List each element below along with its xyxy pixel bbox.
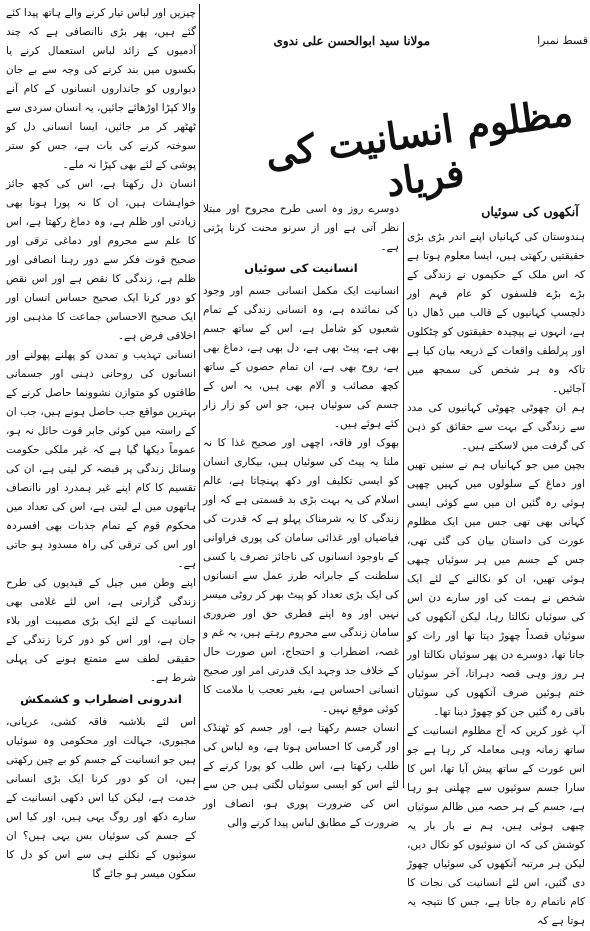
paragraph: بچپن میں جو کہانیاں ہم نے سنیں تھیں اور دماغ کے سلولوں میں کہیں چھپی ہوئی رہ گئیں ان میں سے کوئی ایسی کہانی بھی تھی جس میں ایک مظلوم عورت کی داستان بیان کی گئی تھی، جس کے جسم میں ہر سوئیاں چبھی ہوئی تھیں، ان کو نکالنے کے لئے ایک شخص نے ہمت کی اور سارے دن اس کی سوئیاں نکالتا رہا، لیکن آنکھوں کی سوئیاں قصداً چھوڑ دیتا تھا اور رات کو جاتا تھا، دوسرے دن پھر سوئیاں نکالتا اور ہر روز وہی قصہ دہراتا، آخر سوئیاں ختم ہوئیں صرف آنکھوں کی سوئیاں باقی رہ گئیں جن کو چھوڑ دینا تھا۔	[407, 459, 585, 718]
paragraph: آپ غور کریں کہ آج مظلوم انسانیت کے ساتھ زمانہ وہی معاملہ کر رہا ہے جو اس عورت کے ساتھ پیش آیا تھا، اس کا سارا جسم سوئیوں سے چھلنی ہو رہا ہے، جسم کے ہر حصہ میں ظالم سوئیاں چبھی ہوئی ہیں، ہم نے بار بار یہ کوشش کی کہ ان سوئیوں کو نکال دیں، لیکن ہر مرتبہ آنکھوں کی سوئیاں چھوڑ دی گئیں، اس لئے انسانیت کی نجات کا کام ناتمام رہ جاتا ہے، جس کا نتیجہ یہ ہوتا ہے کہ	[407, 725, 585, 927]
paragraph: اس لئے بلاشبہ فاقہ کشی، عریانی، مجبوری، جہالت اور محکومی وہ سوئیاں ہیں جو انسانیت کے جسم کو بے چین رکھتی ہیں، ان کو دور کرنا ایک بڑی انسانی خدمت ہے، لیکن کیا اس دکھی انسانیت کے سارے دکھ اور روگ یہی ہیں، اور کیا اس کے جسم کی سوئیاں بس یہی ہیں؟ ان سوئیوں کے نکلنے ہی سے اس کو دل کا سکون میسر ہو جائے گا	[6, 716, 196, 880]
paragraph: انسانی تہذیب و تمدن کو پھلنے پھولنے اور انسانوں کی روحانی ذہنی اور جسمانی طاقتوں کو متوازن نشوونما حاصل کرنے کے بہترین مواقع جب حاصل ہونے ہیں، جب ان کے راستہ میں کوئی جابر قوت حائل نہ ہو، عموماً دیکھا گیا ہے کہ غیر ملکی حکومت وسائل زندگی پر قبضہ کر لیتی ہے، ان کی تقسیم کا کام اپنے غیر ہمدرد اور ناانصاف ہاتھوں میں لے لیتی ہے، اس کی تعداد میں محکوم قوم کے تمام جذبات بھی افسردہ اور اس کی ترقی کی راہ مسدود ہو جاتی ہے۔	[6, 349, 196, 570]
paragraph: اپنے وطن میں جیل کے قیدیوں کی طرح زندگی گزارتی ہے، اس لئے غلامی بھی انسانیت کے لئے ایک بڑی مصیبت اور بلاء جان ہے، اور اس کو دور کرنا زندگی کے حقیقی لطف سے متمتع ہونے کی پہلی شرط ہے۔	[6, 577, 196, 684]
paragraph: چیزیں اور لباس تیار کرنے والے ہاتھ پیدا کئے گئے ہیں، پھر بڑی ناانصافی ہے کہ چند آدمیوں کے زائد لباس استعمال کرنے یا بکسوں میں بند کرنے کی وجہ سے بے جان دیواروں کو جانداروں انسانوں کے کام آنے والا کپڑا اوڑھائے جائیں، یہ انسان سردی سے ٹھٹھر کر مر جائیں، ایسا انسانی دل کو سوختہ کرنے کی بات ہے، جس کو ستر پوشی کے لئے بھی کپڑا نہ ملے۔	[6, 7, 196, 171]
section-heading-insaniyat: انسانیت کی سوئیاں	[244, 261, 358, 275]
paragraph: انسانیت ایک مکمل انسانی جسم اور وجود کی نمائندہ ہے، وہ انسانی زندگی کے تمام شعبوں کو شامل ہے، اس کے ساتھ جسم بھی ہے، پیٹ بھی ہے، دل بھی ہے، دماغ بھی ہے، روح بھی ہے، ان تمام حصوں کے ساتھ کچھ مصائب و آلام بھی ہیں، یہ اس کے جسم کی سوئیاں ہیں، جو اس کو زار زار کئے ہوئے ہیں۔	[203, 285, 399, 430]
article-column-right	[407, 228, 585, 927]
paragraph: ہم ان چھوٹی چھوٹی کہانیوں کی مدد سے زندگی کے بہت سے حقائق کو ذہن کی گرفت میں لاسکتے ہیں۔	[407, 402, 585, 452]
article-column-middle	[203, 200, 399, 829]
series-label: قسط نمبرا	[537, 34, 588, 47]
paragraph: بھوک اور فاقہ، اچھی اور صحیح غذا کا نہ ملنا یہ پیٹ کی سوئیاں ہیں، بیکاری انسان کو ایسی تکلیف اور دکھ پہنچاتا ہے، عالم اسلام کی یہ بہت بڑی بد قسمتی ہے کہ اور زندگی کا یہ شرمناک پہلو ہے کہ قدرت کی فیاضیاں اور غذائی سامان کی پوری فراوانی کے باوجود انسانوں کی ناجائز تصرف یا کسی سلطنت کے جابرانہ طرز عمل سے انسانوں کی ایک بڑی تعداد کو پیٹ بھر کر روٹی میسر نہیں اور وہ اپنے فطری حق اور ضروری سامان زندگی سے محروم رہتے ہیں، یہ غم و غصہ، اضطراب و احتجاج، اس صورت حال کے خلاف جد وجہد ایک قدرتی امر اور صحیح انسانی احساس ہے، بغیر تعجب یا ملامت کا کوئی موقع نہیں۔	[203, 437, 399, 715]
author-name: مولانا سید ابوالحسن علی ندوی	[273, 34, 430, 48]
section-heading-aankhon: آنکھوں کی سوئیاں	[481, 204, 579, 219]
paragraph: انسان جسم رکھتا ہے، اور جسم کو ٹھنڈک اور گرمی کا احساس ہوتا ہے، وہ لباس کی طلب رکھتا ہے، اس طلب کو پورا کرنے کے لئے اس کو ایسی سوئیاں لگتی ہیں جن سے اس کی ضرورت پوری ہو، انصاف اور ضرورت کے مطابق لباس پیدا کرنے والی	[203, 722, 399, 829]
paragraph: انسان دل رکھتا ہے، اس کی کچھ جائز خواہشات ہیں، ان کا نہ پورا ہونا بھی زیادتی اور ظلم ہے، وہ دماغ رکھتا ہے، اس کا علم سے محروم اور دماغی ترقی اور صحیح قوت فکر سے دور رہنا انصافی اور ظلم ہے، زندگی کا نقص ہے اور اس نقص کو دور کرنا ایک صحیح حساس انسان اور ایک صحیح الاحساس جماعت کا مذہبی اور اخلاقی فرض ہے۔	[6, 178, 196, 342]
paragraph: ہندوستان کی کہانیاں اپنے اندر بڑی بڑی حقیقتیں رکھتی ہیں، ایسا معلوم ہوتا ہے کہ اس ملک کے حکیموں نے زندگی کے بڑے بڑے فلسفوں کو عام فہم اور دلچسپ کہانیوں کے قالب میں ڈھال دیا ہے، انہوں نے پیچیدہ حقیقتوں کو چٹکلوں اور پرلطف واقعات کے ذریعہ بیان کیا ہے تاکہ وہ ہر شخص کی سمجھ میں آجائیں۔	[407, 231, 585, 395]
article-title: مظلوم انسانیت کی فریاد	[262, 88, 576, 206]
article-column-left	[6, 4, 196, 880]
column-divider-right	[403, 222, 404, 788]
paragraph-top: دوسرے روز وہ اسی طرح مجروح اور مبتلا نظر آتی ہے اور از سرنو محنت کرنا پڑتی ہے۔	[203, 203, 399, 253]
column-divider-left	[199, 4, 200, 788]
section-heading-andaruni: اندرونی اضطراب و کشمکش	[20, 692, 182, 706]
